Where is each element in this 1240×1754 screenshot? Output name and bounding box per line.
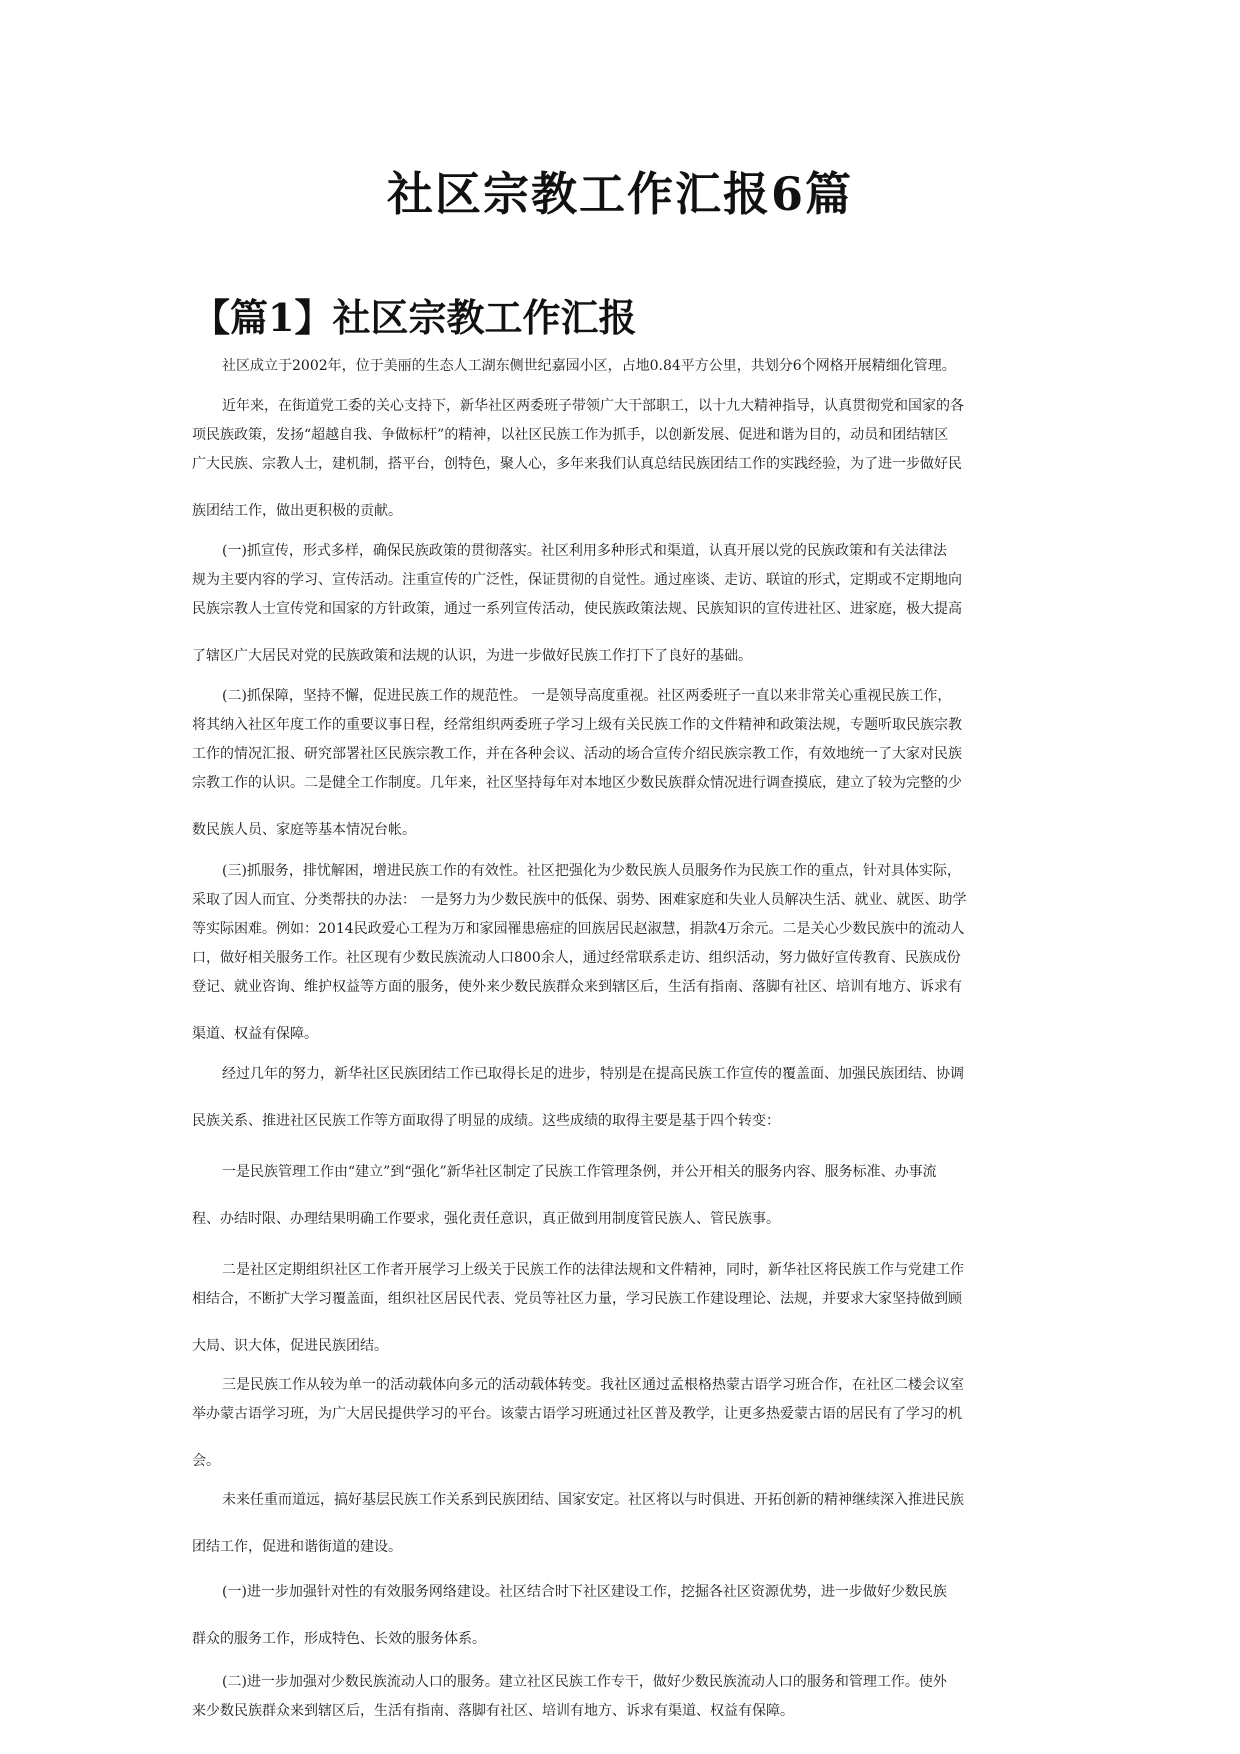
text-line: 会。 xyxy=(192,1453,220,1469)
text-line: 近年来，在街道党工委的关心支持下，新华社区两委班子带领广大干部职工，以十九大精神指导，认真贯彻党和国家的各 xyxy=(222,398,964,414)
text-line: 规为主要内容的学习、宣传活动。注重宣传的广泛性，保证贯彻的自觉性。通过座谈、走访、联谊的形式，定期或不定期地向 xyxy=(192,572,962,588)
paragraph-service xyxy=(192,857,1054,1049)
text-line: 社区成立于2002年，位于美丽的生态人工湖东侧世纪嘉园小区，占地0.84平方公里，共划分6个网格开展精细化管理。 xyxy=(222,358,956,374)
text-line: 一是民族管理工作由“建立”到“强化”新华社区制定了民族工作管理条例，并公开相关的服务内容、服务标准、办事流 xyxy=(222,1164,937,1180)
text-line: 群众的服务工作，形成特色、长效的服务体系。 xyxy=(192,1631,486,1647)
text-line: 登记、就业咨询、维护权益等方面的服务，使外来少数民族群众来到辖区后，生活有指南、落脚有社区、培训有地方、诉求有 xyxy=(192,979,962,995)
text-line: 举办蒙古语学习班，为广大居民提供学习的平台。该蒙古语学习班通过社区普及教学，让更多热爱蒙古语的居民有了学习的机 xyxy=(192,1406,962,1422)
paragraph-change-1 xyxy=(192,1158,1054,1234)
paragraph-guarantee xyxy=(192,682,1054,845)
text-line: 程、办结时限、办理结果明确工作要求，强化责任意识，真正做到用制度管民族人、管民族事。 xyxy=(192,1211,780,1227)
text-line: 民族宗教人士宣传党和国家的方针政策，通过一系列宣传活动，使民族政策法规、民族知识的宣传进社区、进家庭，极大提高 xyxy=(192,601,962,617)
text-line: 族团结工作，做出更积极的贡献。 xyxy=(192,503,402,519)
paragraph-future xyxy=(192,1486,1054,1562)
text-line: (一)进一步加强针对性的有效服务网络建设。社区结合时下社区建设工作，挖掘各社区资源优势，进一步做好少数民族 xyxy=(222,1584,947,1600)
paragraph-intro xyxy=(192,352,1054,381)
text-line: 口，做好相关服务工作。社区现有少数民族流动人口800余人，通过经常联系走访、组织活动，努力做好宣传教育、民族成份 xyxy=(192,950,961,966)
text-line: 经过几年的努力，新华社区民族团结工作已取得长足的进步，特别是在提高民族工作宣传的覆盖面、加强民族团结、协调 xyxy=(222,1066,964,1082)
text-line: 采取了因人而宜、分类帮扶的办法： 一是努力为少数民族中的低保、弱势、困难家庭和失业人员解决生活、就业、就医、助学 xyxy=(192,892,967,908)
text-line: 数民族人员、家庭等基本情况台帐。 xyxy=(192,822,416,838)
paragraph-publicity xyxy=(192,537,1054,671)
section-heading: 【篇1】社区宗教工作汇报 xyxy=(192,295,637,340)
paragraph-overview xyxy=(192,392,1054,526)
text-line: 宗教工作的认识。二是健全工作制度。几年来，社区坚持每年对本地区少数民族群众情况进行调查摸底，建立了较为完整的少 xyxy=(192,775,962,791)
text-line: 三是民族工作从较为单一的活动载体向多元的活动载体转变。我社区通过孟根格热蒙古语学习班合作，在社区二楼会议室 xyxy=(222,1377,964,1393)
text-line: 项民族政策，发扬“超越自我、争做标杆”的精神，以社区民族工作为抓手，以创新发展、促进和谐为目的，动员和团结辖区 xyxy=(192,427,949,443)
text-line: 民族关系、推进社区民族工作等方面取得了明显的成绩。这些成绩的取得主要是基于四个转变： xyxy=(192,1113,780,1129)
text-line: 二是社区定期组织社区工作者开展学习上级关于民族工作的法律法规和文件精神，同时，新华社区将民族工作与党建工作 xyxy=(222,1262,964,1278)
text-line: 了辖区广大居民对党的民族政策和法规的认识，为进一步做好民族工作打下了良好的基础。 xyxy=(192,648,752,664)
paragraph-change-3 xyxy=(192,1371,1054,1476)
text-line: 广大民族、宗教人士，建机制，搭平台，创特色，聚人心，多年来我们认真总结民族团结工作的实践经验，为了进一步做好民 xyxy=(192,456,962,472)
text-line: (二)抓保障，坚持不懈，促进民族工作的规范性。 一是领导高度重视。社区两委班子一直以来非常关心重视民族工作， xyxy=(222,688,952,704)
text-line: 未来任重而道远，搞好基层民族工作关系到民族团结、国家安定。社区将以与时俱进、开拓创新的精神继续深入推进民族 xyxy=(222,1492,964,1508)
paragraph-progress xyxy=(192,1060,1054,1136)
text-line: (一)抓宣传，形式多样，确保民族政策的贯彻落实。社区利用多种形式和渠道，认真开展以党的民族政策和有关法律法 xyxy=(222,543,947,559)
paragraph-plan-2 xyxy=(192,1668,1054,1726)
text-line: 团结工作，促进和谐街道的建设。 xyxy=(192,1539,402,1555)
text-line: 将其纳入社区年度工作的重要议事日程，经常组织两委班子学习上级有关民族工作的文件精神和政策法规，专题听取民族宗教 xyxy=(192,717,962,733)
text-line: 工作的情况汇报、研究部署社区民族宗教工作，并在各种会议、活动的场合宣传介绍民族宗教工作，有效地统一了大家对民族 xyxy=(192,746,962,762)
text-line: 等实际困难。例如：2014民政爱心工程为万和家园罹患癌症的回族居民赵淑慧，捐款4万余元。二是关心少数民族中的流动人 xyxy=(192,921,965,937)
text-line: (二)进一步加强对少数民族流动人口的服务。建立社区民族工作专干，做好少数民族流动人口的服务和管理工作。使外 xyxy=(222,1674,947,1690)
paragraph-change-2 xyxy=(192,1256,1054,1361)
text-line: (三)抓服务，排忧解困，增进民族工作的有效性。社区把强化为少数民族人员服务作为民族工作的重点，针对具体实际， xyxy=(222,863,961,879)
paragraph-plan-1 xyxy=(192,1578,1054,1654)
text-line: 相结合，不断扩大学习覆盖面，组织社区居民代表、党员等社区力量，学习民族工作建设理论、法规，并要求大家坚持做到顾 xyxy=(192,1291,962,1307)
document-title: 社区宗教工作汇报6篇 xyxy=(386,167,853,221)
text-line: 大局、识大体，促进民族团结。 xyxy=(192,1338,388,1354)
text-line: 来少数民族群众来到辖区后，生活有指南、落脚有社区、培训有地方、诉求有渠道、权益有保障。 xyxy=(192,1703,794,1719)
text-line: 渠道、权益有保障。 xyxy=(192,1026,318,1042)
